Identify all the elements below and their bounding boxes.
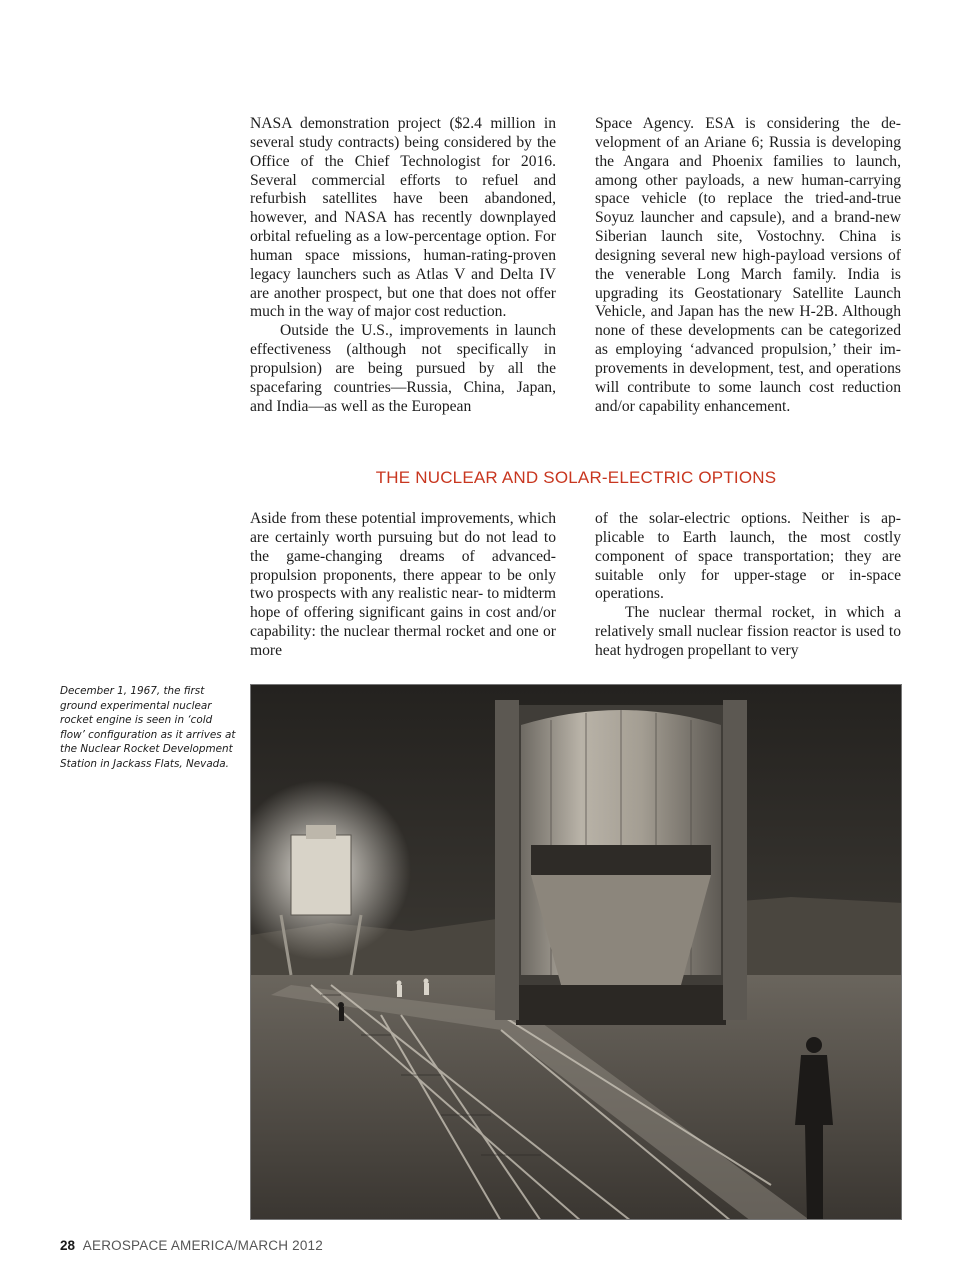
paragraph: Space Agency. ESA is considering the development of an Ariane 6; Russia is developing the Angara and Phoenix families to launch, among other payloads, a new human-carrying space vehicle (to replace the tried-and-true Soyuz launcher and capsule), and a brand-new Siberian launch site, Vostochny. China is designing several new high-payload versions of the venerable Long March family. India is upgrading its Geostationary Satellite Launch Vehicle, and Japan has the new H-2B. Although none of these developments can be categorized as employing ‘advanced propulsion,’ their improvements in development, test, and operations will contribute to some launch cost reduction and/or capability enhancement. [595, 115, 901, 415]
paragraph: Aside from these potential improvements, which are certainly worth pursuing but do not lead to the game-changing dreams of advanced-propulsion proponents, there appear to be only two prospects with any realistic near- to midterm hope of offering significant gains in cost and/or capability: the nuclear thermal rocket and one or more [250, 510, 556, 659]
body-text-column-3 [250, 510, 556, 661]
paragraph: The nuclear thermal rocket, in which a relatively small nuclear fission reactor is used to heat hydrogen propellant to very [595, 604, 901, 659]
page-footer [60, 1238, 323, 1253]
paragraph: of the solar-electric options. Neither is applicable to Earth launch, the most costly component of space transportation; they are suitable only for upper-stage or in-space operations. [595, 510, 901, 603]
paragraph: Outside the U.S., improvements in launch effectiveness (although not specifically in propulsion) are being pursued by all the spacefaring countries—Russia, China, Japan, and India—as well as the European [250, 322, 556, 415]
photo-caption: December 1, 1967, the first ground experimental nuclear rocket engine is seen in ‘cold flow’ configuration as it arrives at the Nuclear Rocket Development Station in Jackass Flats, Nevada. [60, 685, 236, 770]
body-text-column-4 [595, 510, 901, 661]
body-text-column-2 [595, 115, 901, 417]
page-number: 28 [60, 1238, 76, 1253]
body-text-column-1 [250, 115, 556, 417]
paragraph: NASA demonstration project ($2.4 million in several study contracts) being considered by the Office of the Chief Technologist for 2016. Several commercial efforts to refuel and refurbish satellites have been abandoned, however, and NASA has recently downplayed orbital refueling as a low-percentage option. For human space missions, human-rating-proven legacy launchers such as Atlas V and Delta IV are another prospect, but one that does not offer much in the way of major cost reduction. [250, 115, 556, 321]
historical-photo [250, 684, 902, 1220]
publication-info: AEROSPACE AMERICA/MARCH 2012 [82, 1238, 323, 1253]
section-heading: THE NUCLEAR AND SOLAR-ELECTRIC OPTIONS [375, 468, 777, 487]
